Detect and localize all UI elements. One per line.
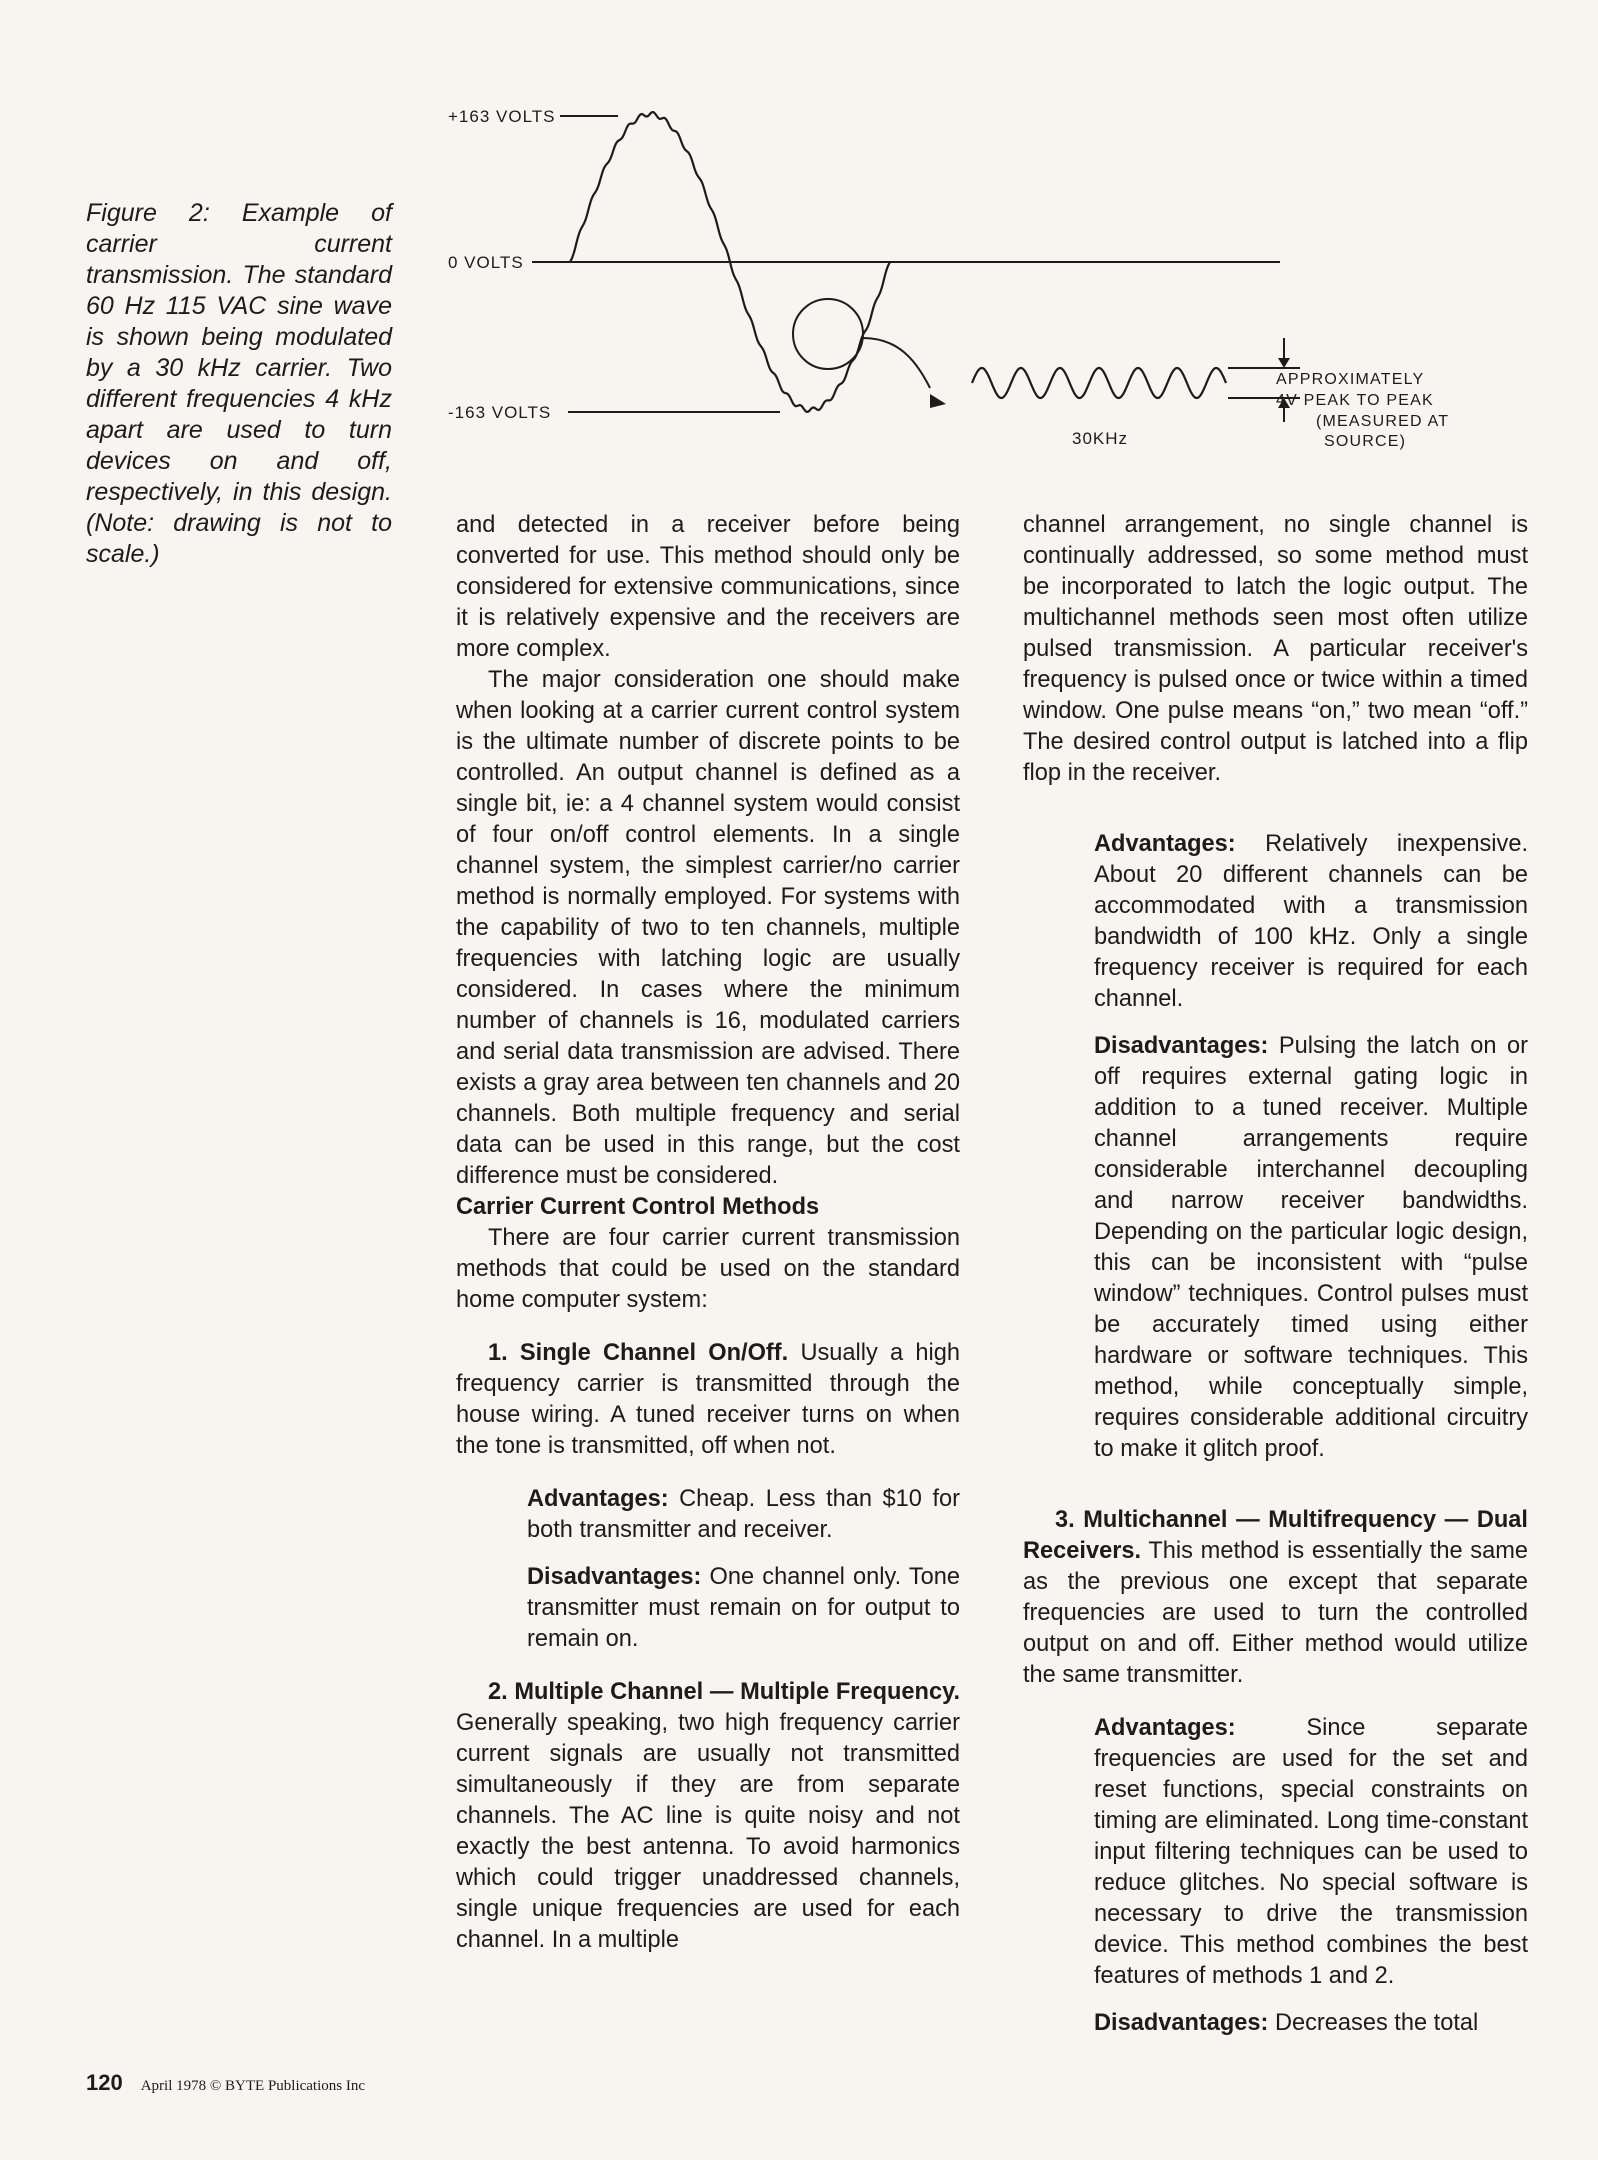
method-2 xyxy=(456,1677,960,1956)
disadvantages-label: Disadvantages: xyxy=(1094,1033,1269,1059)
method-1 xyxy=(456,1338,960,1462)
publication-credit: April 1978 © BYTE Publications Inc xyxy=(140,2078,366,2094)
disadvantages-text: Pulsing the latch on or off requires external gating logic in addition to a tuned receiver. Multiple channel arrangements require considerable interchannel decoupling and narrow receiver bandwidths. Depending on the particular logic design, this can be inconsistent with “pulse window” techniques. Control pulses must be accurately timed using either hardware or software techniques. This method, while conceptually simple, requires considerable additional circuitry to make it glitch proof. xyxy=(1094,1033,1528,1462)
disadvantages-label: Disadvantages: xyxy=(527,1564,702,1590)
label-amplitude-4: SOURCE) xyxy=(1324,433,1407,450)
carrier-wave-figure xyxy=(420,92,1580,512)
magnifier-pointer xyxy=(863,338,930,388)
right-column xyxy=(1023,510,1528,2039)
magnifier-arrowhead xyxy=(930,394,946,408)
method-text: Generally speaking, two high frequency carrier current signals are usually not transmitted simultaneously if they are from separate channels. The AC line is quite noisy and not exactly the best antenna. To avoid harmonics which could trigger unaddressed channels, single unique frequencies are used for each channel. In a multiple xyxy=(456,1710,960,1953)
advantages-block xyxy=(1094,829,1528,1015)
method-text: This method is essentially the same as the previous one except that separate frequencies are used to turn the controlled output on and off. Either method would utilize the same transmitter. xyxy=(1023,1538,1528,1688)
page-footer xyxy=(86,2070,365,2096)
amplitude-arrowhead-top xyxy=(1278,358,1290,368)
carrier-wave xyxy=(972,368,1226,398)
paragraph: The major consideration one should make when looking at a carrier current control system is the ultimate number of discrete points to be controlled. An output channel is defined as a single bit, ie: a 4 channel system would consist of four on/off control elements. In a single channel system, the simplest carrier/no carrier method is normally employed. For systems with the capability of two to ten channels, multiple frequencies with latching logic are usually considered. In cases where the minimum number of channels is 16, modulated carriers and serial data transmission are advised. There exists a gray area between ten channels and 20 channels. Both multiple frequency and serial data can be used in this range, but the cost difference must be considered. xyxy=(456,667,960,1189)
section-heading: Carrier Current Control Methods xyxy=(456,1194,820,1220)
figure-caption: Figure 2: Example of carrier current transmission. The standard 60 Hz 115 VAC sine wave is shown being modulated by a 30 kHz carrier. Two different frequencies 4 kHz apart are used to turn devices on and off, respectively, in this design. (Note: drawing is not to scale.) xyxy=(86,199,392,568)
magnifier-circle xyxy=(793,299,863,369)
label-amplitude-1: APPROXIMATELY xyxy=(1276,371,1425,388)
paragraph: There are four carrier current transmission methods that could be used on the standard home computer system: xyxy=(456,1225,960,1313)
advantages-block xyxy=(527,1484,960,1546)
method-title: 2. Multiple Channel — Multiple Frequency. xyxy=(488,1679,960,1705)
page-number: 120 xyxy=(86,2070,123,2095)
left-column xyxy=(456,510,960,1956)
disadvantages-block xyxy=(1094,1031,1528,1465)
advantages-label: Advantages: xyxy=(1094,1715,1236,1741)
label-amplitude-3: (MEASURED AT xyxy=(1316,413,1450,430)
paragraph: and detected in a receiver before being converted for use. This method should only be considered for extensive communications, since it is relatively expensive and the receivers are more complex. xyxy=(456,512,960,662)
disadvantages-text: One channel only. Tone transmitter must remain on for output to remain on. xyxy=(527,1564,960,1652)
label-zero-volts: 0 VOLTS xyxy=(448,253,524,272)
disadvantages-text: Decreases the total xyxy=(1274,2010,1479,2036)
advantages-text: Since separate frequencies are used for the set and reset functions, special constraints on timing are eliminated. Long time-constant input filtering techniques can be used to reduce glitches. No special software is necessary to drive the transmission device. This method combines the best features of methods 1 and 2. xyxy=(1094,1715,1528,1989)
advantages-block xyxy=(1094,1713,1528,1992)
method-title: 3. Multichannel — Multifrequency — Dual Receivers. xyxy=(1023,1507,1528,1564)
label-frequency: 30KHz xyxy=(1072,429,1129,448)
disadvantages-block xyxy=(1094,2008,1528,2039)
label-top-volts: +163 VOLTS xyxy=(448,107,556,126)
advantages-label: Advantages: xyxy=(527,1486,669,1512)
label-bottom-volts: -163 VOLTS xyxy=(448,403,552,422)
method-title: 1. Single Channel On/Off. xyxy=(488,1340,789,1366)
disadvantages-block xyxy=(527,1562,960,1655)
label-amplitude-2: 4V PEAK TO PEAK xyxy=(1276,392,1434,409)
advantages-label: Advantages: xyxy=(1094,831,1236,857)
method-3 xyxy=(1023,1505,1528,1691)
advantages-text: Relatively inexpensive. About 20 different channels can be accommodated with a transmission bandwidth of 100 kHz. Only a single frequency receiver is required for each channel. xyxy=(1094,831,1529,1012)
disadvantages-label: Disadvantages: xyxy=(1094,2010,1269,2036)
method-text: Usually a high frequency carrier is transmitted through the house wiring. A tuned receiver turns on when the tone is transmitted, off when not. xyxy=(456,1340,960,1459)
paragraph: channel arrangement, no single channel is continually addressed, so some method must be incorporated to latch the logic output. The multichannel methods seen most often utilize pulsed transmission. A particular receiver's frequency is pulsed once or twice within a timed window. One pulse means “on,” two mean “off.” The desired control output is latched into a flip flop in the receiver. xyxy=(1023,512,1528,786)
advantages-text: Cheap. Less than $10 for both transmitter and receiver. xyxy=(527,1486,960,1543)
